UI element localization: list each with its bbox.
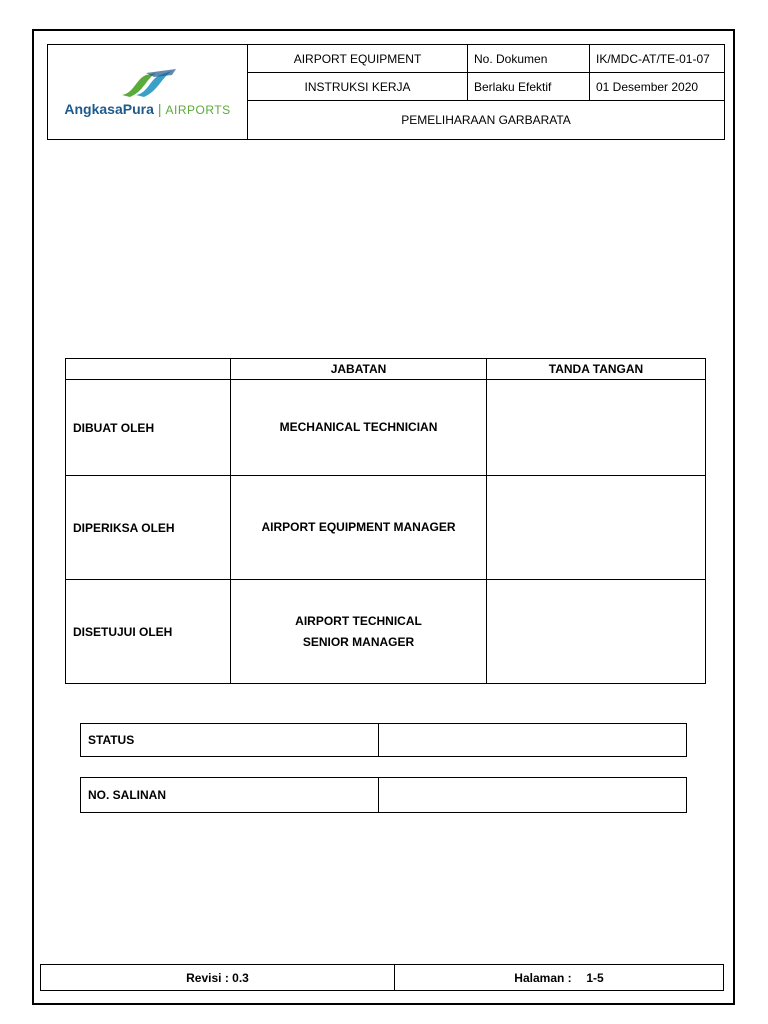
approval-role xyxy=(231,380,487,476)
approval-role-line: AIRPORT EQUIPMENT MANAGER xyxy=(261,520,456,534)
signature-box xyxy=(487,380,706,476)
logo-wordmark xyxy=(64,101,230,117)
salinan-value xyxy=(379,778,687,813)
footer-halaman-label: Halaman : xyxy=(514,970,572,985)
approval-header-blank xyxy=(66,359,231,380)
approval-table xyxy=(65,358,706,684)
document-footer xyxy=(40,964,724,991)
approval-header-tanda-tangan: TANDA TANGAN xyxy=(487,359,706,380)
footer-revisi: Revisi : 0.3 xyxy=(41,965,395,991)
logo-separator: | xyxy=(157,101,162,117)
header-doc-number-label: No. Dokumen xyxy=(468,45,590,73)
approval-label: DIBUAT OLEH xyxy=(66,380,231,476)
approval-role-line: AIRPORT TECHNICAL xyxy=(295,613,422,628)
header-title-instruksi-kerja: INSTRUKSI KERJA xyxy=(248,73,468,101)
status-value xyxy=(379,724,687,757)
approval-role xyxy=(231,476,487,580)
approval-label: DISETUJUI OLEH xyxy=(66,580,231,684)
approval-row-diperiksa xyxy=(66,476,706,580)
approval-label: DIPERIKSA OLEH xyxy=(66,476,231,580)
footer-halaman xyxy=(395,965,724,991)
footer-halaman-value: 1-5 xyxy=(586,970,604,985)
approval-role-line: SENIOR MANAGER xyxy=(302,634,415,649)
approval-header-row xyxy=(66,359,706,380)
approval-row-disetujui xyxy=(66,580,706,684)
approval-role xyxy=(231,580,487,684)
company-logo xyxy=(48,67,247,117)
logo-cell xyxy=(48,45,248,140)
signature-box xyxy=(487,580,706,684)
status-table xyxy=(80,723,687,757)
approval-header-jabatan: JABATAN xyxy=(231,359,487,380)
logo-brand-text: AngkasaPura xyxy=(64,101,154,117)
approval-row-dibuat xyxy=(66,380,706,476)
header-effective-value: 01 Desember 2020 xyxy=(590,73,725,101)
header-effective-label: Berlaku Efektif xyxy=(468,73,590,101)
header-document-subject: PEMELIHARAAN GARBARATA xyxy=(248,101,725,140)
salinan-table xyxy=(80,777,687,813)
signature-box xyxy=(487,476,706,580)
document-header xyxy=(47,44,725,140)
status-label: STATUS xyxy=(81,724,379,757)
header-doc-number-value: IK/MDC-AT/TE-01-07 xyxy=(590,45,725,73)
logo-tagline: AIRPORTS xyxy=(165,103,231,117)
salinan-label: NO. SALINAN xyxy=(81,778,379,813)
approval-role-line: MECHANICAL TECHNICIAN xyxy=(279,420,438,434)
angkasa-pura-logo-icon xyxy=(116,67,180,99)
header-title-airport-equipment: AIRPORT EQUIPMENT xyxy=(248,45,468,73)
